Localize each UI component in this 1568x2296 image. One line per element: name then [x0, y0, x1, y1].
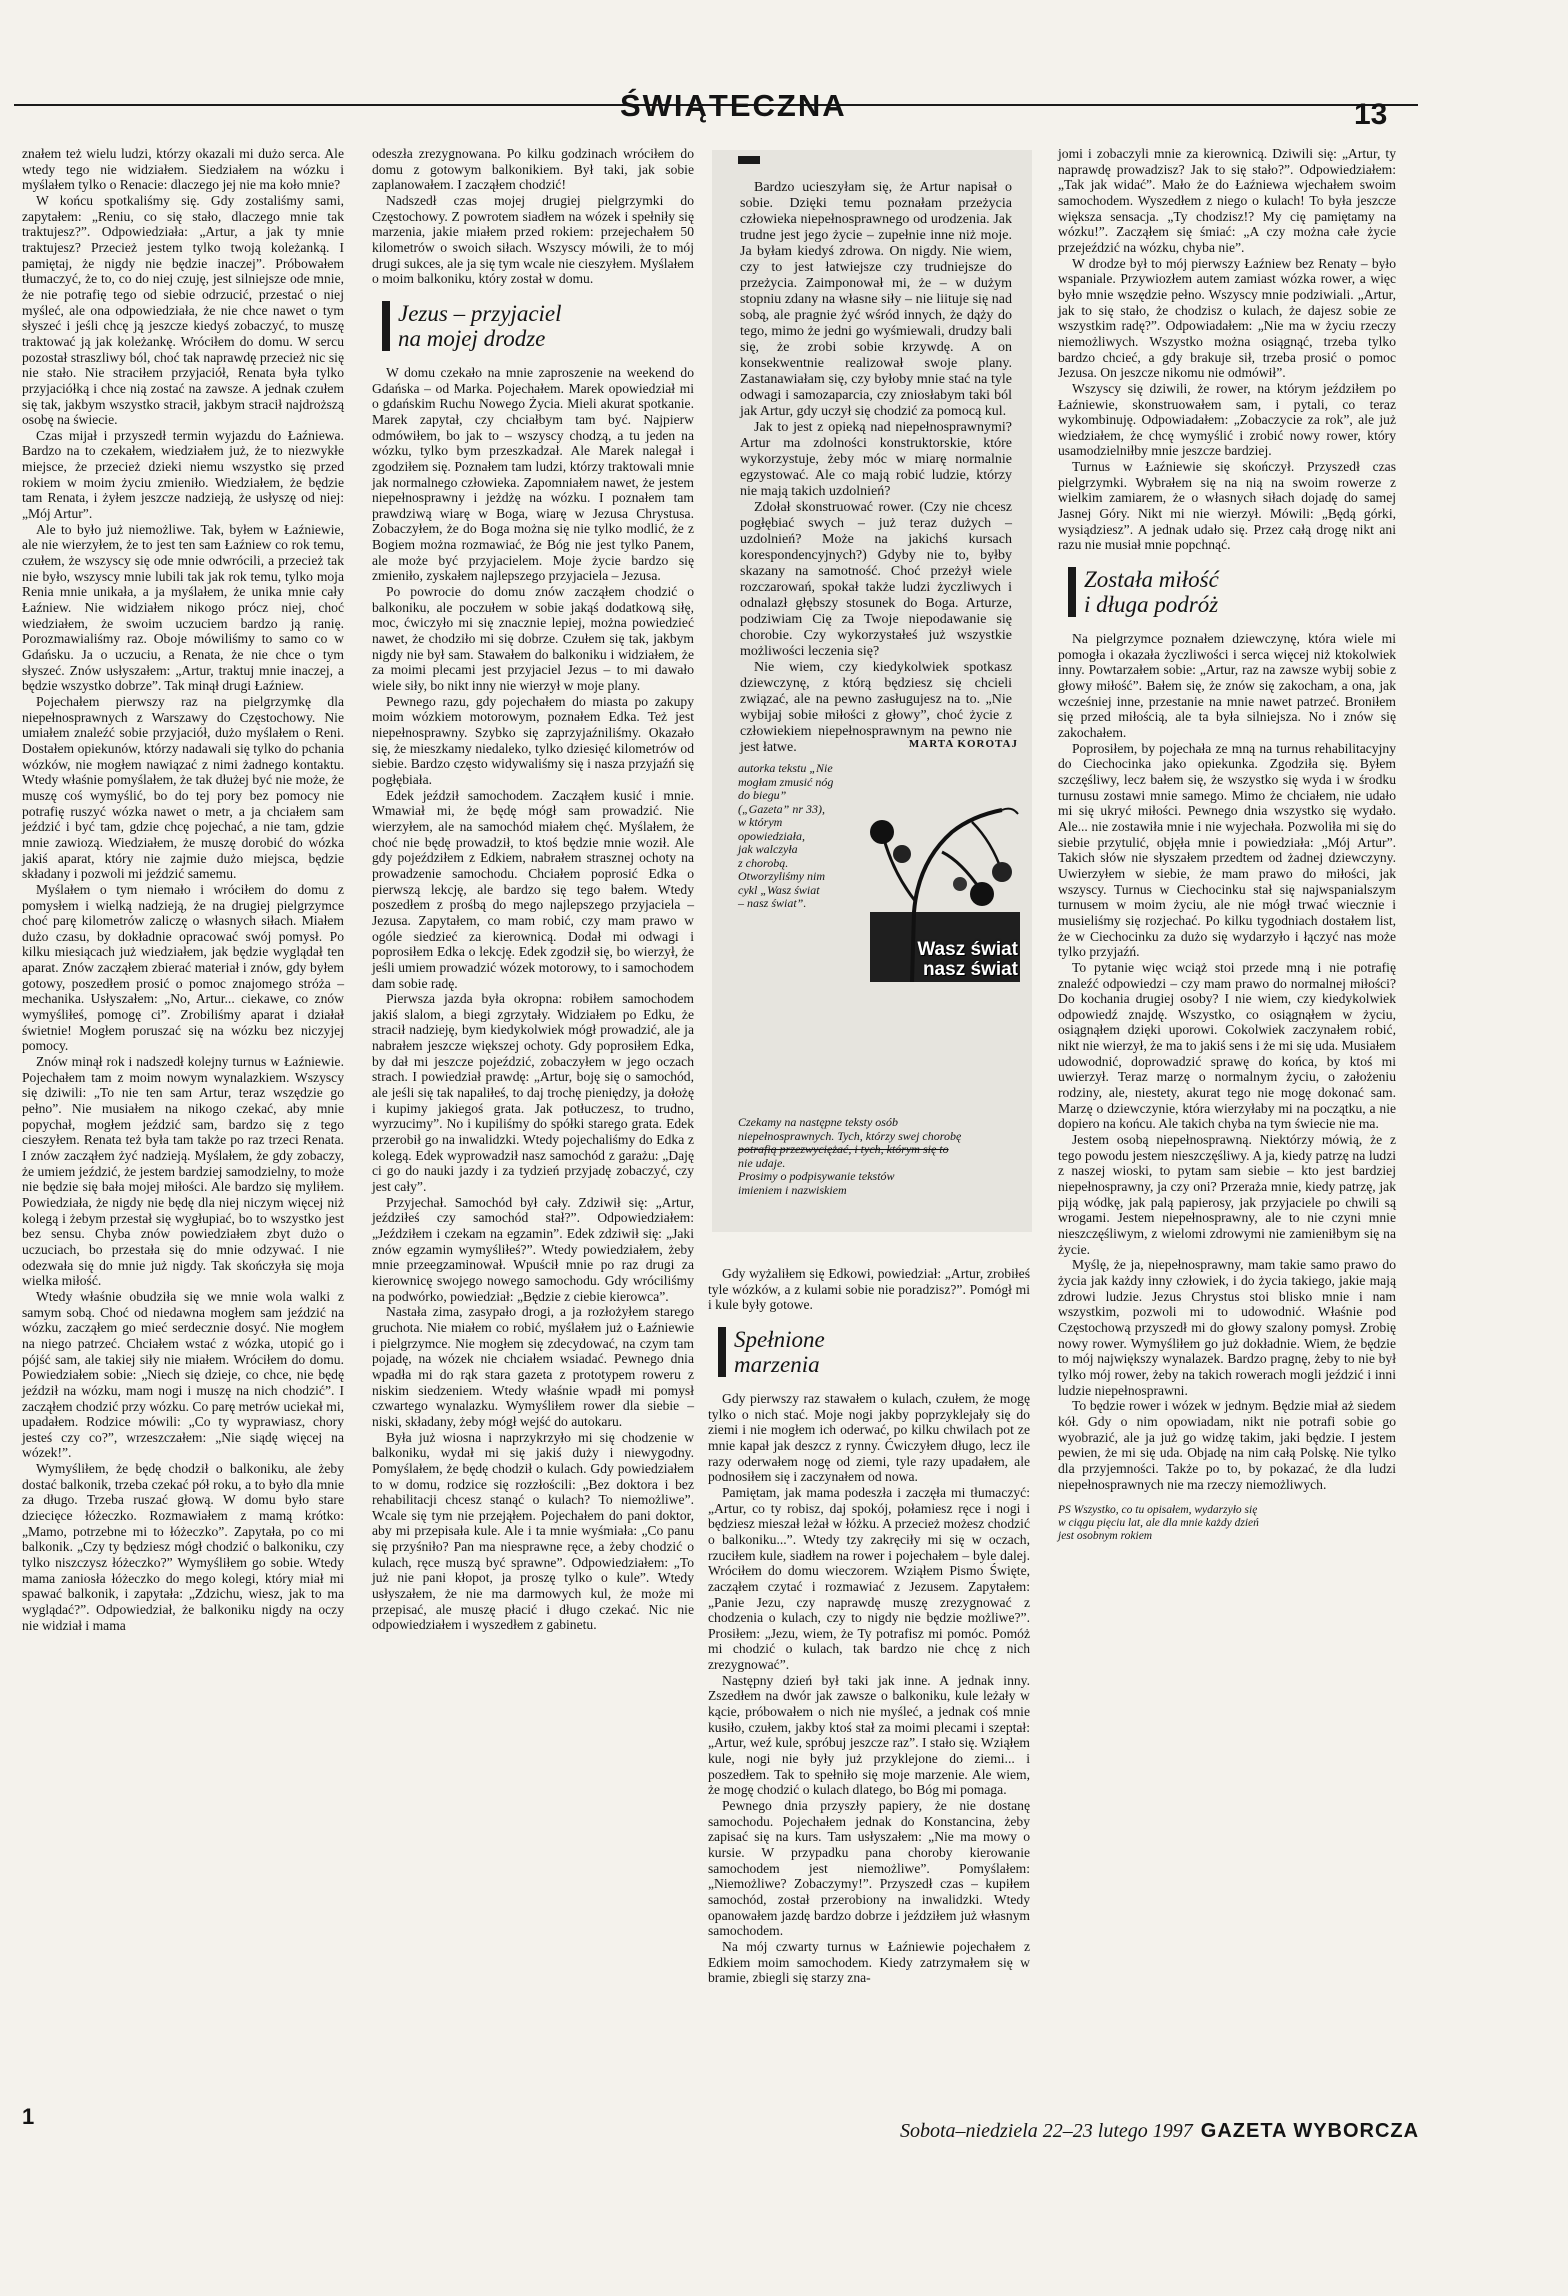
- paragraph: Wymyśliłem, że będę chodził o balkoniku, ale żeby dostać balkonik, trzeba czekać pół roku, a to było dla mnie za długo. Trzeba ruszać głową. W domu było stare dziecięce łóżeczko. Rozmawiałem z mamą krótko: „Mamo, potrzebne mi to łóżeczko”. Zapytała, po co mi balkonik. „Czy ty będziesz mógł chodzić o balkoniku, czy tylko niszczysz łóżeczko?” Wymyśliłem go sobie. Wtedy mama zaniosła łóżeczko do mego kolegi, który miał mi spawać balkonik, i zapytała: „Zdzichu, wiesz, jak to ma wyglądać?”. Odpowiedział, że balkoniku nigdy na oczy nie widział i mama: [22, 1461, 344, 1633]
- postscript-line: w ciągu pięciu lat, ale dla mnie każdy dzień: [1058, 1517, 1259, 1530]
- column-3: [1058, 146, 1396, 1543]
- invite-line: Prosimy o podpisywanie tekstów: [738, 1169, 895, 1183]
- paragraph: jomi i zobaczyli mnie za kierownicą. Dziwili się: „Artur, ty naprawdę prowadzisz? Jak to się stało?”. Odpowiedziałem: „Tak jak widać”. Mało że do Łaźniewa wjechałem swoim samochodem. Wyszedłem z niego o kulach! To była jeszcze większa sensacja. „Ty chodzisz!? My cię pamiętamy na wózku!”. Zacząłem się śmiać: „A czy można całe życie przejeździć na wózku, chyba nie”.: [1058, 146, 1396, 255]
- postscript-line: PS Wszystko, co tu opisałem, wydarzyło się: [1058, 1504, 1258, 1517]
- paragraph: Po powrocie do domu znów zacząłem chodzić o balkoniku, ale poczułem w sobie jakąś dodatkową siłę, moc, ćwiczyło mi się znacznie lepiej, można powiedzieć nawet, że chodziło mi się dobrze. Czułem się tak, jakbym nigdy nie był sam. Stawałem do balkoniku i widziałem, że za moimi plecami jest przyjaciel Jezus – to mi dawało wiele siły, bo nikt inny nie wierzył w moje plany.: [372, 584, 694, 694]
- caption-line: opowiedziała,: [738, 828, 806, 843]
- logo-line: Wasz świat: [917, 939, 1018, 960]
- paragraph: Nadszedł czas mojej drugiej pielgrzymki do Częstochowy. Z powrotem siadłem na wózek i spełniły się marzenia, jakie miałem przed rokiem: przejechałem 50 kilometrów o swoich siłach. Wszyscy mówili, że to mój drugi sukces, ale ja się tym wcale nie cieszyłem. Myślałem o moim balkoniku, który został w domu.: [372, 192, 694, 287]
- page-mark: 1: [22, 2104, 35, 2129]
- invite-line: potrafią przezwyciężać, i tych, którym się to: [738, 1142, 949, 1156]
- paragraph: Nastała zima, zasypało drogi, a ja rozłożyłem starego gruchota. Nie miałem co robić, myślałem już o Łaźniewie i pielgrzymce. Nie mogłem się zdecydować, na czym tam pojadę, na wózek nie chciałem wsiadać. Pewnego dnia wpadła mi do rąk stara gazeta z prototypem roweru z niskim siedzeniem. Wtedy właśnie wpadł mi pomysł czwartego wynalazku. Wymyśliłem rower dla siebie – niski, składany, żeby mógł wejść do autokaru.: [372, 1304, 694, 1429]
- paragraph: Jestem osobą niepełnosprawną. Niektórzy mówią, że z tego powodu jestem nieszczęśliwy. A ja, kiedy patrzę na ludzi z naszej wioski, to pytam sam siebie – kto jest bardziej niepełnosprawny, ja czy oni? Przeraża mnie, kiedy patrzę, jak piją wódkę, jak palą papierosy, jak przyjaciele po chwili są wrogami. Jestem niepełnosprawny, ale to nie czyni mnie nieszczęśliwym, z wielomi zdrowymi nie zamieniłbym się na życie.: [1058, 1132, 1396, 1257]
- paragraph: Pierwsza jazda była okropna: robiłem samochodem jakiś slalom, a biegi zgrzytały. Widziałem po Edku, że stracił nadzieję, bym kiedykolwiek mógł prowadzić, ale ja nabrałem jeszcze większej ochoty. Gdy poprosiłem Edka, by dał mi jeszcze pojeździć, zobaczyłem w jego oczach strach. I powiedział prawdę: „Artur, boję się o samochód, ale jeśli się tak napaliłeś, to daj trochę pieniędzy, ja dołożę i kupimy jakiegoś grata. Jak potłuczesz, to trudno, wyrzucimy”. No i kupiliśmy do spółki starego grata. Edek przerobił go na inwalidzki. Wtedy pojechaliśmy do Edka z kolegą. Edek wyprowadził nasz samochód z garażu: „Daję ci go do nauki jazdy i za tydzień przyjadę zobaczyć, czy jest cały”.: [372, 991, 694, 1195]
- subheading-line: marzenia: [734, 1351, 820, 1377]
- paragraph: W końcu spotkaliśmy się. Gdy zostaliśmy sami, zapytałem: „Reniu, co się stało, dlaczego mnie tak traktujesz?”. Odpowiedziała: „Artur, a jak ty mnie traktujesz? Przecież jestem tylko twoją koleżanką. I pamiętaj, że nigdy nie będzie inaczej”. Próbowałem tłumaczyć, że to, co do niej czuję, jest silniejsze ode mnie, że nie potrafię tego od siebie odrzucić, przestać o niej myśleć, ale ona odpowiedziała, że nie chce nawet o tym słyszeć i jeśli chcę ją jeszcze kiedyś zobaczyć, to muszę traktować ją jak koleżankę. Wróciłem do domu. W sercu pozostał straszliwy ból, choć tak naprawdę przecież nic się nie stało. Nie straciłem przyjaciół, Renata była tylko przyjaciółką i chce nią zostać na zawsze. A jednak czułem się tak, jakbym wszystko stracił, jakbym stracił najdroższą osobę na świecie.: [22, 192, 344, 428]
- paragraph: Jak to jest z opieką nad niepełnosprawnymi? Artur ma zdolności konstruktorskie, które wykorzystuje, żeby móc w miarę normalnie egzystować. Ale co mają robić ludzie, którzy nie mają takich uzdolnień?: [740, 420, 1012, 499]
- paragraph: Gdy wyżaliłem się Edkowi, powiedział: „Artur, zrobiłeś tyle wózków, a z kulami sobie nie poradzisz?”. Pomógł mi i kule były gotowe.: [708, 1266, 1030, 1313]
- reader-response-box: [712, 150, 1032, 1232]
- subheading-line: Została miłość: [1084, 567, 1219, 593]
- paragraph: Ale to było już niemożliwe. Tak, byłem w Łaźniewie, ale nie wierzyłem, że to jest ten sam Łaźniew co rok temu, czułem, że wszyscy się ode mnie odwrócili, a przecież tak nie było, wszyscy mnie lubili tak jak rok temu, tylko moja Renia mnie unikała, a ja myślałem, że unika mnie cały Łaźniew. Nie widziałem nikogo prócz niej, choć wiedziałem, że swoim uczuciem bardzo ją ranię. Porozmawialiśmy raz. Oboje mówiliśmy to samo co w Gdańsku. Ja o uczuciu, a Renata, że nie chce o tym słyszeć. Znów usłyszałem: „Artur, traktuj mnie inaczej, a będzie wszystko dobrze”. Tak minął drugi Łaźniew.: [22, 521, 344, 694]
- paragraph: Gdy pierwszy raz stawałem o kulach, czułem, że mogę tylko o nich stać. Moje nogi jakby poprzyklejały się do ziemi i nie mogłem ich oderwać, po kilku chwilach pot ze mnie kapał jak deszcz z rynny. Ćwiczyłem długo, lecz ile razy oderwałem nogę od ziemi, tyle razy upadałem, ale podnosiłem się i zaczynałem od nowa.: [708, 1390, 1030, 1485]
- author-caption: [738, 762, 868, 911]
- paragraph: Poprosiłem, by pojechała ze mną na turnus rehabilitacyjny do Ciechocinka jako opiekunka. Zgodziła się. Byłem szczęśliwy, lecz bałem się, że wszystko się wyda i w środku turnusu zostawi mnie samego. Mimo że chciałem, nie udało mi się ukryć miłości. Pewnego dnia wszystko się wydało. Ale... nie zostawiła mnie i nie wyjechała. Pozwoliła mi się do siebie przytulić, objęła mnie i powiedziała: „Mój Artur”. Takich słów nie słyszałem przedtem od żadnej dziewczyny. Uwierzyłem w siebie, że mam prawo do miłości, jak wszyscy. Turnus w Ciechocinku stał się najwspanialszym turnusem w moim życiu, ale nie mógł trwać wiecznie i musieliśmy się rozjechać. Po kilku tygodniach dostałem list, że w Ciechocinku za dużo się wydarzyło i łączyć nas może tylko przyjaźń.: [1058, 740, 1396, 960]
- box-marker: [738, 156, 760, 164]
- section-title: ŚWIĄTECZNA: [620, 88, 847, 123]
- subheading-line: i długa podróż: [1084, 592, 1219, 618]
- subheading-line: Spełnione: [734, 1326, 825, 1352]
- subheading-line: na mojej drodze: [398, 325, 546, 351]
- column-2: [372, 146, 694, 1633]
- paragraph: Wszyscy się dziwili, że rower, na którym jeździłem po Łaźniewie, skonstruowałem sam, i pytali, co teraz wykombinuję. Odpowiadałem: „Zobaczycie za rok”, ale już wiedziałem, że chcę wymyślić i zrobić nowy rower, który usamodzielniłby mnie jeszcze bardziej.: [1058, 380, 1396, 459]
- paragraph: Na pielgrzymce poznałem dziewczynę, która wiele mi pomogła i okazała życzliwości i serca więcej niż ktokolwiek inny. Powtarzałem sobie: „Artur, raz na zawsze wybij sobie z głowy miłość”. Bałem się, że znów się zakocham, a ona, jak wcześniej inne, przestanie na mnie nawet patrzeć. Broniłem się przed miłością, ale ta była silniejsza. No i znów się zakochałem.: [1058, 631, 1396, 740]
- paragraph: Na mój czwarty turnus w Łaźniewie pojechałem z Edkiem moim samochodem. Kiedy zatrzymałem się w bramie, zbiegli się starzy zna-: [708, 1938, 1030, 1986]
- logo-line: nasz świat: [922, 959, 1018, 980]
- subheading-line: Jezus – przyjaciel: [398, 300, 562, 326]
- paragraph: To pytanie więc wciąż stoi przede mną i nie potrafię znaleźć odpowiedzi – czy mam prawo do normalnej miłości? Do kochania drugiej osoby? I nie wiem, czy kiedykolwiek odpowiedź znajdę. Wszystko, co osiągnąłem w życiu, osiągnąłem dzięki uporowi. Cokolwiek zaczynałem robić, nikt nie wierzył, że ma to jakiś sens i że mi się uda. Musiałem udowodnić, doprowadzić sprawę do końca, by ktoś mi uwierzył. Teraz marzę o normalnym życiu, o założeniu rodziny, ale, niestety, akurat tego nie mogę dokonać sam. Marzę o dziewczynie, która wierzyłaby mi na początku, a nie dopiero na końcu. Ale takich chyba na tym świecie nie ma.: [1058, 959, 1396, 1132]
- column-1: [22, 146, 344, 1633]
- paragraph: Myślę, że ja, niepełnosprawny, mam takie samo prawo do życia jak każdy inny człowiek, i do życia takiego, jakie mają zdrowi ludzie. Jezus Chrystus stoi blisko mnie i nam wszystkim, pozwoli mi to udowodnić. Właśnie pod Częstochową przyszedł mi do głowy szalony pomysł. Zrobię nowy rower. Wymyśliłem go już dokładnie. Wiem, że będzie to mój największy wynalazek. Bardzo pragnę, żeby to nie był tylko mój rower, żeby na takich rowerach mogli jeździć i inni ludzie niepełnosprawni.: [1058, 1257, 1396, 1398]
- paragraph: Myślałem o tym niemało i wróciłem do domu z pomysłem i wielką nadzieją, że na drugiej pielgrzymce choć parę kilometrów zaliczę o własnych siłach. Miałem dużo czasu, by dokładnie opracować swój pomysł. Po kilku miesiącach już wiedziałem, jak będzie wyglądał ten aparat. Znów zacząłem zbierać materiał i znów, gdy byłem gotowy, poszedłem prosić o pomoc znajomego stróża – mechanika. Usłyszałem: „No, Artur... ciekawe, co znów wymyśliłeś, pomogę ci”. Zrobiliśmy aparat i działał świetnie! Mogłem poruszać się na wózku bez niczyjej pomocy.: [22, 881, 344, 1054]
- caption-line: jak walczyła: [738, 842, 798, 856]
- caption-line: mogłam zmusić nóg: [738, 774, 834, 789]
- caption-line: w którym: [738, 815, 783, 829]
- paragraph: Wtedy właśnie obudziła się we mnie wola walki z samym sobą. Choć od niedawna mogłem sam jeździć na wózku, zacząłem go mieć serdecznie dosyć. Nie mogłem na niego patrzeć. Chciałem wstać z wózka, utopić go i pójść sam, ale takiej siły nie miałem. Wróciłem do domu. Powiedziałem sobie: „Niech się dzieje, co chce, nie będę jeździł na wózku, mam nogi i muszę na nich chodzić”. I zacząłem chodzić przy wózku. Co parę metrów uciekał mi, upadałem. Rodzice mówili: „Co ty wyprawiasz, chory jesteś czy co?”, wrzeszczałem: „Nie siądę więcej na wózek!”.: [22, 1288, 344, 1461]
- paragraph: Bardzo ucieszyłam się, że Artur napisał o sobie. Dzięki temu poznałam przeżycia człowieka niepełnosprawnego od urodzenia. Jak trudne jest jego życie – zupełnie inne niż moje. Ja byłam kiedyś zdrowa. On nigdy. Nie wiem, czy to jest łatwiejsze czy trudniejsze do przeżycia. Zaimponował mi, że – w dużym stopniu zdany na własne siły – nie liituje się nad sobą, ale pragnie żyć wśród innych, że dąży do tego, mimo że jedni go wyśmiewali, drudzy bali się, że zrobi sobie krzywdę. A on konsekwentnie realizował swoje plany. Zastanawiałam się, czy byłoby mnie stać na tyle odwagi i samozaparcia, czy zniosłabym taki ból jak Artur, gdy uczył się chodzić za pomocą kul.: [740, 180, 1012, 419]
- invite-line: nie udaje.: [738, 1155, 786, 1170]
- paragraph: Pamiętam, jak mama podeszła i zaczęła mi tłumaczyć: „Artur, co ty robisz, daj spokój, połamiesz ręce i nogi i będziesz mieszał leżał w łóżku. A przecież możesz chodzić o balkoniku...”. Wtedy tzy zakręciły mi się w oczach, rzuciłem kule, siadłem na rower i pojechałem – byle dalej. Wróciłem do domu wieczorem. Wziąłem Pismo Święte, zacząłem czytać i rozmawiać z Jezusem. Zapytałem: „Panie Jezu, czy naprawdę muszę zrezygnować z chodzenia o kulach, czy to nigdy nie będzie możliwe?”. Prosiłem: „Jezu, wiem, że Ty potrafisz mi pomóc. Pomóż mi chodzić o kulach, tak bardzo nie chcę z nich zrezygnować”.: [708, 1484, 1030, 1673]
- footer-date: Sobota–niedziela 22–23 lutego 1997: [900, 2120, 1193, 2142]
- page-number: 13: [1354, 98, 1388, 131]
- series-logo: [852, 792, 1020, 982]
- caption-line: autorka tekstu „Nie: [738, 761, 833, 775]
- invite-line: Czekamy na następne teksty osób: [738, 1115, 898, 1129]
- paragraph: Czas mijał i przyszedł termin wyjazdu do Łaźniewa. Bardzo na to czekałem, wiedziałem już, że to niezwykłe miejsce, że przecież dzieki niemu wszystko się przed rokiem w moim życiu zmieniło. Wiedziałem, że będzie tam Renata, i żyłem jeszcze nadzieją, że usłyszę od niej: „Mój Artur”.: [22, 427, 344, 522]
- caption-line: z chorobą.: [738, 855, 789, 870]
- postscript-line: jest osobnym rokiem: [1058, 1530, 1153, 1543]
- author-signature: MARTA KOROTAJ: [908, 738, 1018, 750]
- subheading-friend: [382, 301, 694, 351]
- caption-line: Otworzyliśmy nim: [738, 869, 825, 883]
- caption-line: do biegu”: [738, 788, 787, 802]
- paragraph: Następny dzień był taki jak inne. A jednak inny. Zszedłem na dwór jak zawsze o balkoniku, kule leżały w kącie, próbowałem o nich nie myśleć, a jednak coś mnie kusiło, czułem, jakby ktoś stał za moimi plecami i szeptał: „Artur, weź kule, spróbuj jeszcze raz”. I stało się. Wziąłem kule, nogi nie były już przyklejone do ziemi... i poszedłem. Tak to spełniło się moje marzenie. Ale wiem, że mogę chodzić o kulach dlatego, bo Bóg mi pomaga.: [708, 1672, 1030, 1798]
- subheading-love: [1068, 567, 1396, 617]
- caption-line: („Gazeta” nr 33),: [738, 801, 826, 816]
- invite-line: imieniem i nazwiskiem: [738, 1182, 847, 1197]
- caption-line: cykl „Wasz świat: [738, 882, 820, 897]
- paragraph: odeszła zrezygnowana. Po kilku godzinach wróciłem do domu z gotowym balkonikiem. Był taki, jak sobie zaplanowałem. I zacząłem chodzić!: [372, 146, 694, 193]
- subheading-dreams: [718, 1327, 1030, 1377]
- box-text: [740, 180, 1012, 756]
- paragraph: Edek jeździł samochodem. Zacząłem kusić i mnie. Wmawiał mi, że będę mógł sam prowadzić. Nie wierzyłem, ale na samochód miałem chęć. Myślałem, że choć nie będę prowadził, to ktoś będzie mnie woził. Ale gdy pojeździłem z Edkiem, nabrałem strasznej ochoty na prowadzenie samochodu. Chciałem poprosić Edka o pierwszą lekcję, ale bardzo się tego bałem. Wtedy poszedłem z prośbą do mego najlepszego przyjaciela – Jezusa. Zapytałem, co mam robić, czy mam prawo w ogóle siedzieć za kierownicą. Dodał mi odwagi i poprosiłem Edka o lekcję. Edek zgodził się, bo wierzył, że jeśli umiem prowadzić wózek motorowy, to i samochodem dam sobie radę.: [372, 787, 694, 991]
- paragraph: Była już wiosna i naprzykrzyło mi się chodzenie w balkoniku, wydał mi się jakiś duży i niewygodny. Pomyślałem, że będę chodził o kulach. Gdy powiedziałem to w domu, rodzice się rozzłościli: „Bez doktora i bez rehabilitacji chcesz stanąć o kulach? To niemożliwe”. Wcale się tym nie przejąłem. Pojechałem do pani doktor, aby mi przepisała kule. Ale i ta mnie wyśmiała: „Co panu się przyśniło? Pan ma niesprawne ręce, a żeby chodzić o kulach, ręce muszą być sprawne”. Odpowiedziałem: „To już nie pani kłopot, ja proszę tylko o kule”. Wtedy usłyszałem, że nie ma darmowych kul, że może mi przepisać, ale muszę płacić i długo czekać. Nic nie odpowiedziałem i wyszedłem z gabinetu.: [372, 1429, 694, 1633]
- series-logo-text: [896, 940, 1018, 980]
- paragraph: W domu czekało na mnie zaproszenie na weekend do Gdańska – od Marka. Pojechałem. Marek opowiedział mi o gdańskim Ruchu Nowego Życia. Mieli akurat spotkanie. Marek zapytał, czy chciałbym tam być. Najpierw odmówiłem, bo jak to – wszyscy chodzą, a tu jeden na wózku, tylko bym przeszkadzał. Ale Marek nalegał i zgodziłem się. Poznałem tam ludzi, którzy traktowali mnie jak normalnego człowieka. Zapomniałem nawet, że jestem niepełnosprawny i jeżdżę na wózku. I poznałem tam prawdziwą wiarę w Boga, wiarę w Jezusa Chrystusa. Zobaczyłem, że do Boga można się nie tylko modlić, że z Bogiem można rozmawiać, że Bóg nie jest tylko Panem, ale może być przyjacielem. Moje życie bardzo się zmieniło, zyskałem najlepszego przyjaciela – Jezusa.: [372, 364, 694, 584]
- paragraph: Pewnego razu, gdy pojechałem do miasta po zakupy moim wózkiem motorowym, poznałem Edka. Też jest niepełnosprawny. Szybko się zaprzyjaźniliśmy. Okazało się, że mieszkamy niedaleko, tylko dziesięć kilometrów od siebie. Bardzo często widywaliśmy się i nasza przyjaźń się pogłębiała.: [372, 693, 694, 787]
- paragraph: Nie wiem, czy kiedykolwiek spotkasz dziewczynę, z którą będziesz się chcieli związać, ale na pewno zasługujesz na to. „Nie wybijaj sobie miłości z głowy”, choć życie z człowiekiem niepełnosprawnym na pewno nie jest łatwe.: [740, 660, 1012, 755]
- postscript: [1058, 1504, 1396, 1543]
- submission-invite: [738, 1116, 1010, 1197]
- paragraph: znałem też wielu ludzi, którzy okazali mi dużo serca. Ale wtedy tego nie widziałem. Siedziałem na wózku i myślałem tylko o Renacie: dlaczego jej nie ma koło mnie?: [22, 146, 344, 193]
- paragraph: Zdołał skonstruować rower. (Czy nie chcesz pogłębiać swych – już teraz dużych – uzdolnień? Może na jakichś kursach korespondencyjnych?) Gdyby nie to, byłby skazany na samotność. Choć przeżył wiele rozczarowań, spokał także ludzi życzliwych i odnalazł głębszy stosunek do Boga. Arturze, podziwiam Cię za Twoje niepodawanie się chorobie. Czy wykorzystałeś już wszystkie możliwości leczenia się?: [740, 500, 1012, 659]
- footer-paper: GAZETA WYBORCZA: [1200, 2120, 1420, 2142]
- paragraph: W drodze był to mój pierwszy Łaźniew bez Renaty – było wspaniale. Przywiozłem autem zamiast wózka rower, a więc było mnie wszędzie pełno. Wszyscy mnie podziwiali. „Artur, jak to się stało, że chodzisz o kulach, że dajesz sobie ze wszystkim radę?”. Odpowiadałem: „Nie ma w życiu rzeczy niemożliwych. Wszystko można osiągnąć, trzeba tylko bardzo chcieć, a gdy brakuje sił, trzeba prosić o pomoc Jezusa. On jeszcze nikomu nie odmówił”.: [1058, 255, 1396, 381]
- caption-line: – nasz świat”.: [738, 896, 807, 910]
- paragraph: Pewnego dnia przyszły papiery, że nie dostanę samochodu. Pojechałem jednak do Konstancina, żeby zapisać się na kurs. Tam usłyszałem: „Nie ma mowy o kursie. W przypadku pana choroby kierowanie samochodem jest niemożliwe”. Pomyślałem: „Niemożliwe? Zobaczymy!”. Przyszedł czas – kupiłem samochód, został przerobiony na inwalidzki. Wtedy opanowałem jazdę bardzo dobrze i jeździłem już własnym samochodem.: [708, 1798, 1030, 1939]
- paragraph: To będzie rower i wózek w jednym. Będzie miał aż siedem kół. Gdy o nim opowiadam, nikt nie potrafi sobie go wyobrazić, ale ja już go widzę takim, jaki będzie. I jestem pewien, że mi się uda. Objadę na nim całą Polskę. Nie tylko dla przyjemności. Także po to, by pokazać, że dla ludzi niepełnosprawnych nie ma rzeczy niemożliwych.: [1058, 1398, 1396, 1492]
- paragraph: Przyjechał. Samochód był cały. Zdziwił się: „Artur, jeździłeś czy samochód stał?”. Odpowiedziałem: „Jeździłem i czekam na egzamin”. Edek zdziwił się: „Jaki znów egzamin wymyśliłeś?”. Wtedy powiedziałem, żeby mnie przeegzaminował. Wpuścił mnie po raz drugi za kierownicę swojego nowego samochodu. Gdy wróciliśmy na podwórko, powiedział: „Będzie z ciebie kierowca”.: [372, 1194, 694, 1304]
- footer-dateline: [900, 2120, 1419, 2143]
- paragraph: Turnus w Łaźniewie się skończył. Przyszedł czas pielgrzymki. Wybrałem się na nią na swoim rowerze z wielkim zamiarem, że o własnych siłach dojadę do samej Jasnej Góry. Nikt mi nie wierzył. Mówili: „Będą górki, wysiądziesz”. A jednak udało się. Przez całą drogę nikt ani razu nie musiał mnie popchnąć.: [1058, 459, 1396, 553]
- paragraph: Pojechałem pierwszy raz na pielgrzymkę dla niepełnosprawnych z Warszawy do Częstochowy. Nie umiałem znaleźć sobie przyjaciół, dużo myślałem o Reni. Dostałem opiekunów, którzy nadawali się tylko do pchania wózków, nie mogłem nawiązać z nimi żadnego kontaktu. Wtedy właśnie pomyślałem, że tak dłużej być nie może, że muszę coś wymyślić, bo do tej pory bez pomocy nie potrafię ruszyć wózka nawet o metr, a ja chciałem sam jeździć i być tam, gdzie chcę pojechać, a nie tam, gdzie mnie zawiozą. Wiedziałem, że muszę dorobić do wózka jakiś aparat, który nie zajmie dużo miejsca, będzie składany i pozwoli mi jeździć samemu.: [22, 693, 344, 882]
- paragraph: Znów minął rok i nadszedł kolejny turnus w Łaźniewie. Pojechałem tam z moim nowym wynalazkiem. Wszyscy się dziwili: „To nie ten sam Artur, teraz wszędzie go pełno”. Nie musiałem na nikogo czekać, aby mnie popychał, mogłem jeździć sam, bardzo się z tego cieszyłem. Renata też była tam także po raz trzeci Renata. I znów zacząłem żyć nadzieją. Myślałem, że gdy zobaczy, że umiem jeździć, że jestem bardziej samodzielny, to może nie będzie się bała mojej miłości. Ale bardzo się myliłem. Powiedziała, że nigdy nie będę dla niej niczym więcej niż kolegą i żebym przestał się wygłupiać, bo to wszystko jest bez sensu. Chyba znów powiedziałem zbyt dużo o uczuciach, bo przestała się do mnie odzywać. I nie odezwała się do mnie już nigdy. Tak skończyła się moja wielka miłość.: [22, 1054, 344, 1289]
- column-box-bottom: [708, 1266, 1030, 1986]
- invite-line: niepełnosprawnych. Tych, którzy swej chorobę: [738, 1128, 962, 1143]
